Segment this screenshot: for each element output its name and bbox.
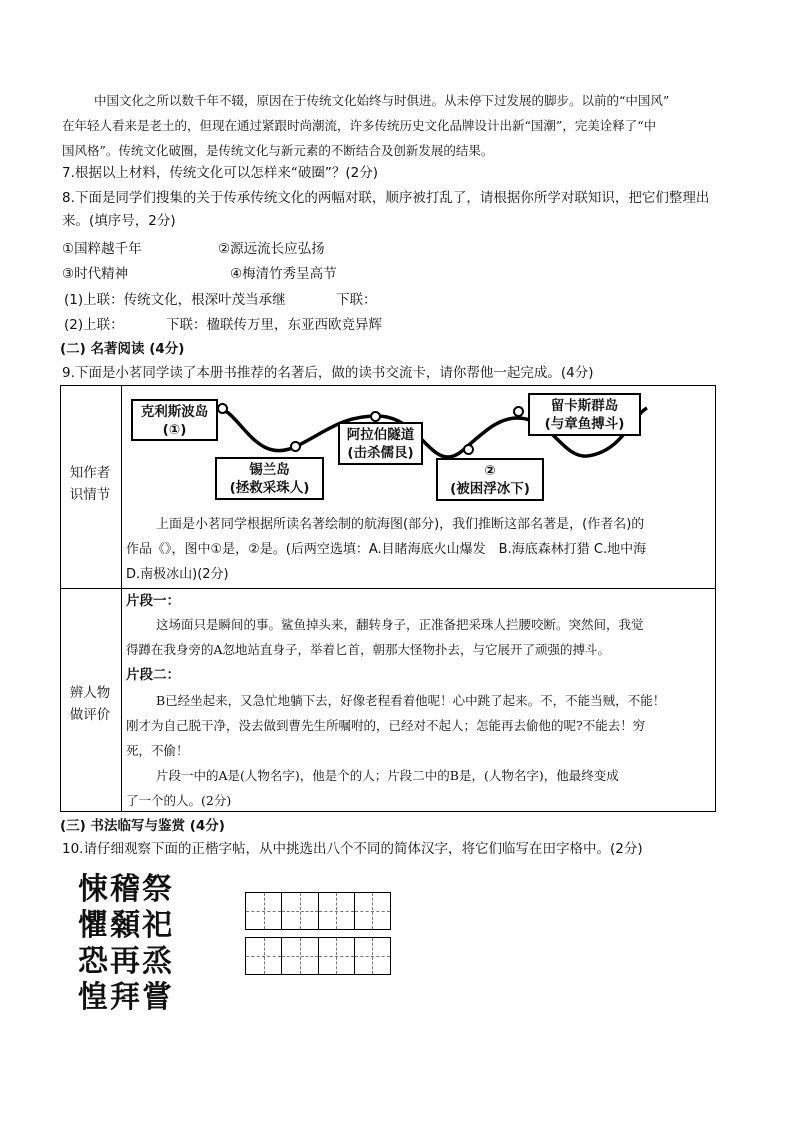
tianzige-cell[interactable] — [246, 893, 282, 929]
node-3-name: 阿拉伯隧道 — [346, 427, 415, 443]
callig-char: 祀 — [142, 908, 172, 943]
question-7: 7.根据以上材料，传统文化可以怎样来“破圈”？(2分) — [62, 165, 378, 181]
couplet-fill-2-lower: 下联：楹联传万里，东亚西欧竞异辉 — [166, 317, 382, 333]
callig-char: 嘗 — [142, 980, 172, 1015]
section-3-heading: (三) 书法临写与鉴赏 (4分) — [60, 818, 225, 834]
node-crete-island — [131, 399, 218, 441]
node-arabian-tunnel — [338, 422, 423, 465]
calligraphy-column-1 — [78, 872, 108, 1016]
couplet-option-1: ①国粹越千年 — [62, 241, 142, 257]
node-5-event: (与章鱼搏斗) — [544, 416, 625, 432]
node-4-event: (被困浮冰下) — [450, 481, 530, 497]
route-point-4 — [463, 444, 474, 455]
callig-char: 烝 — [142, 944, 172, 979]
callig-char: 稽 — [110, 872, 140, 907]
fragment-2-line-5: 了一个的人。(2分) — [126, 793, 232, 808]
row-2-header — [60, 682, 120, 726]
node-lucas-islands — [528, 393, 641, 436]
fragment-2-line-2: 刚才为自己脱干净，没去做到曹先生所嘱咐的，已经对不起人；怎能再去偷他的呢?不能去！穷 — [126, 718, 646, 733]
question-10: 10.请仔细观察下面的正楷字帖，从中挑选出八个不同的简体汉字，将它们临写在田字格中。(2分) — [62, 841, 643, 857]
node-2-name: 锡兰岛 — [249, 462, 290, 478]
row-1-text-line-2: 作品《》，图中①是，②是。(后两空选填：A.目睹海底火山爆发 B.海底森林打猎 C.地中海 — [126, 542, 647, 557]
passage-line-3: 国风格”。传统文化破圈，是传统文化与新元素的不断结合及创新发展的结果。 — [62, 143, 494, 158]
couplet-option-3: ③时代精神 — [62, 266, 129, 282]
callig-char: 恐 — [78, 944, 108, 979]
node-5-name: 留卡斯群岛 — [550, 398, 619, 414]
question-9-intro: 9.下面是小茗同学读了本册书推荐的名著后，做的读书交流卡，请你帮他一起完成。(4分) — [62, 365, 594, 381]
node-2-event: (拯救采珠人) — [229, 480, 310, 496]
node-4-name: ② — [484, 463, 496, 479]
fragment-2-title: 片段二： — [126, 667, 180, 683]
tianzige-cell[interactable] — [355, 938, 390, 974]
tianzige-grid-row-1[interactable] — [245, 892, 391, 930]
node-1-name: 克利斯波岛 — [140, 404, 209, 420]
tianzige-cell[interactable] — [282, 938, 318, 974]
tianzige-cell[interactable] — [319, 938, 355, 974]
passage-line-2: 在年轻人看来是老土的，但现在通过紧跟时尚潮流，许多传统历史文化品牌设计出新“国潮”，完美诠释了“中 — [62, 118, 657, 133]
route-point-1 — [217, 403, 228, 414]
callig-char: 悚 — [78, 872, 108, 907]
calligraphy-column-2 — [110, 872, 140, 1016]
fragment-2-line-4: 片段一中的A是(人物名字)，他是个的人；片段二中的B是，(人物名字)，他最终变成 — [156, 768, 619, 783]
node-blank-2 — [436, 458, 544, 501]
couplet-fill-2: (2)上联： — [64, 317, 124, 333]
callig-char: 拜 — [110, 980, 140, 1015]
fragment-1-title: 片段一： — [126, 593, 180, 609]
couplet-fill-1-lower: 下联： — [336, 292, 377, 308]
row-1-header-line-1: 知作者 — [69, 465, 111, 481]
fragment-1-line-2: 得蹲在我身旁的A忽地站直身子，举着匕首，朝那大怪物扑去，与它展开了顽强的搏斗。 — [126, 642, 611, 657]
row-2-header-line-1: 辨人物 — [69, 685, 111, 701]
tianzige-cell[interactable] — [282, 893, 318, 929]
fragment-1-line-1: 这场面只是瞬间的事。鲨鱼掉头来，翻转身子，正准备把采珠人拦腰咬断。突然间，我觉 — [156, 617, 644, 632]
fragment-2-line-3: 死，不偷！ — [126, 743, 189, 758]
callig-char: 顙 — [110, 908, 140, 943]
node-1-event: (①) — [162, 422, 187, 438]
callig-char: 懼 — [78, 908, 108, 943]
tianzige-cell[interactable] — [355, 893, 390, 929]
callig-char: 再 — [110, 944, 140, 979]
passage-line-1: 中国文化之所以数千年不辍，原因在于传统文化始终与时俱进。从未停下过发展的脚步。以前的“中国风” — [94, 93, 670, 108]
node-ceylon-island — [215, 457, 324, 500]
node-3-event: (击杀儒艮) — [347, 445, 414, 461]
section-2-heading: (二) 名著阅读 (4分) — [60, 341, 185, 357]
couplet-option-2: ②源远流长应弘扬 — [218, 241, 325, 257]
tianzige-cell[interactable] — [246, 938, 282, 974]
fragment-2-line-1: B已经坐起来，又急忙地躺下去，好像老程看着他呢！心中跳了起来。不，不能当贼，不能！ — [156, 693, 666, 708]
tianzige-cell[interactable] — [319, 893, 355, 929]
table-row-divider — [60, 588, 716, 589]
row-1-header — [60, 462, 120, 506]
callig-char: 祭 — [142, 872, 172, 907]
route-point-5 — [513, 406, 524, 417]
row-1-text-line-1: 上面是小茗同学根据所读名著绘制的航海图(部分)，我们推断这部名著是，(作者名)的 — [156, 517, 645, 532]
route-point-3 — [370, 411, 381, 422]
question-8-line-2: 来。(填序号，2分) — [62, 213, 176, 229]
calligraphy-column-3 — [142, 872, 172, 1016]
route-point-2 — [290, 441, 301, 452]
callig-char: 惶 — [78, 980, 108, 1015]
tianzige-grid-row-2[interactable] — [245, 937, 391, 975]
row-1-header-line-2: 识情节 — [69, 487, 111, 503]
row-2-header-line-2: 做评价 — [69, 707, 111, 723]
couplet-fill-1: (1)上联：传统文化，根深叶茂当承继 — [64, 292, 286, 308]
row-1-text-line-3: D.南极冰山)(2分) — [126, 567, 229, 582]
couplet-option-4: ④梅清竹秀呈高节 — [230, 266, 337, 282]
question-8-line-1: 8.下面是同学们搜集的关于传承传统文化的两幅对联，顺序被打乱了，请根据你所学对联知识，把它们整理出 — [62, 190, 710, 206]
